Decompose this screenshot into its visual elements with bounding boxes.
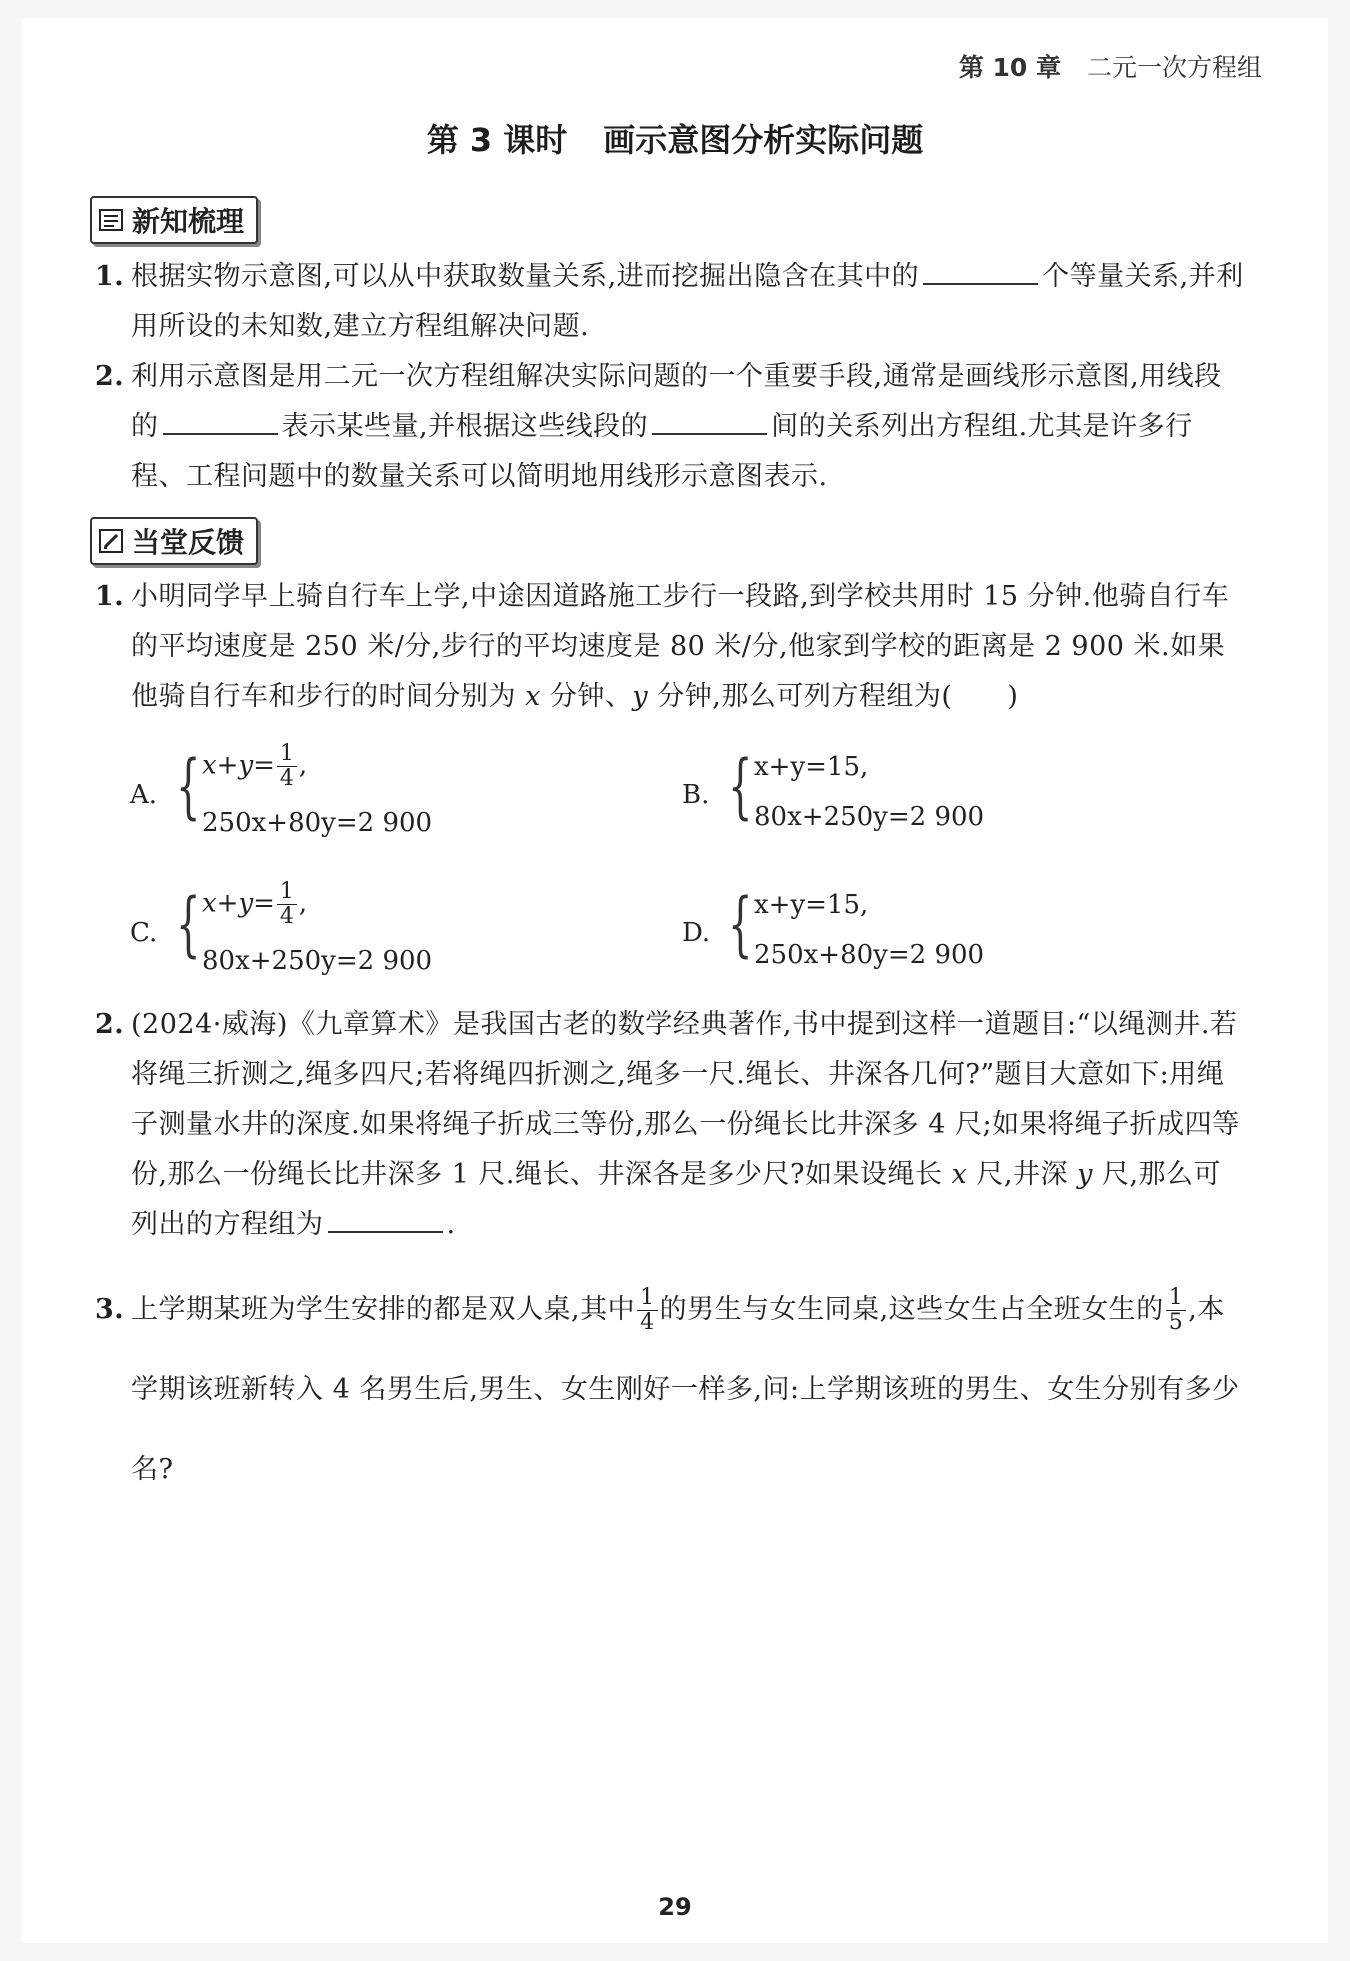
pencil-icon [98,528,124,554]
question-text: (2024·威海)《九章算术》是我国古老的数学经典著作,书中提到这样一道题目:“以绳测井.若将绳三折测之,绳多四尺;若将绳四折测之,绳多一尺.绳长、井深各几何?”题目大意如下:用绳子测量水井的深度.如果将绳子折成三等份,那么一份绳长比井深多 4 尺;如果将绳子折成四等份,那么一份绳长比井深多 1 尺.绳长、井深各是多少尺?如果设绳长 [131,1009,1240,1190]
item-number: 2. [95,361,125,392]
section-feedback [90,517,258,565]
page-number: 29 [658,1893,692,1921]
question-text: 尺,那么可列出的方程组为 [131,1159,1222,1240]
chapter-header [959,48,1262,84]
question-1 [95,572,1245,722]
option-label: A. [130,780,158,810]
fraction [277,742,297,791]
question-3 [95,1270,1245,1510]
item-text: 根据实物示意图,可以从中获取数量关系,进而挖掘出隐含在其中的 [131,261,920,292]
equation-1 [202,742,307,791]
question-text: ,本学期该班新转入 4 名男生后,男生、女生刚好一样多,问:上学期该班的男生、女生分别有多少名? [131,1294,1240,1485]
equation-1 [202,880,307,929]
option-d[interactable] [682,880,1132,990]
equation-2: 250x+80y=2 900 [202,808,433,838]
question-text: 分钟,那么可列方程组为( ) [657,681,1019,712]
numerator: 1 [637,1286,658,1311]
chapter-title: 二元一次方程组 [1086,53,1262,82]
question-text: 的男生与女生同桌,这些女生占全班女生 [659,1294,1137,1325]
item-text: 个等量关系,并利用所设的未知数,建立方程组解决问题. [131,261,1244,342]
answer-blank[interactable] [328,1201,443,1233]
answer-blank[interactable] [652,403,767,435]
option-a[interactable] [130,742,580,852]
denominator: 4 [640,1310,655,1335]
denominator: 4 [279,904,294,929]
var-y: y [632,681,649,712]
section-label: 新知梳理 [132,205,245,238]
item-number: 1. [95,261,125,292]
lesson-title [0,115,1350,161]
lesson-number: 第 3 课时 [426,121,568,159]
option-c[interactable] [130,880,580,990]
option-label: B. [682,780,710,810]
answer-blank[interactable] [163,403,278,435]
chapter-number: 第 10 章 [958,53,1062,82]
question-text: 的 [1136,1294,1164,1325]
eq-text: , [298,888,308,919]
brace: { [176,745,201,827]
question-text: 分钟、 [549,681,633,712]
fraction [277,880,297,929]
question-2 [95,1000,1245,1250]
equation-1: x+y=15, [754,752,869,782]
item-text: 表示某些量,并根据这些线段的 [281,411,649,442]
brace: { [728,883,753,965]
eq-text: x+y= [202,750,275,781]
lesson-name: 画示意图分析实际问题 [603,121,924,159]
question-number: 2. [95,1009,125,1040]
var-y: y [1077,1159,1093,1190]
book-icon [98,207,124,233]
item-text: 间的关系列出方程组.尤其是许多行程、工程问题中的数量关系可以简明地用线形示意图表示. [131,411,1193,492]
knowledge-item-1 [95,252,1245,352]
question-text: 上学期某班为学生安排的都是双人桌,其中 [131,1294,636,1325]
eq-text: , [298,750,308,781]
question-text: 小明同学早上骑自行车上学,中途因道路施工步行一段路,到学校共用时 15 分钟.他骑自行车的平均速度是 250 米/分,步行的平均速度是 80 米/分,他家到学校的距离是 2 900 米.如果他骑自行车和步行的时间分别为 [131,581,1230,712]
brace: { [728,745,753,827]
question-text: . [446,1209,456,1240]
numerator: 1 [277,742,297,767]
equation-2: 80x+250y=2 900 [202,946,433,976]
answer-blank[interactable] [923,253,1038,285]
option-label: C. [130,918,158,948]
brace: { [176,883,201,965]
item-text: 利用示意图是用二元一次方程组解决实际问题的一个重要手段,通常是画线形示意图,用线段的 [131,361,1222,442]
question-number: 3. [95,1294,125,1325]
equation-2: 80x+250y=2 900 [754,802,985,832]
fraction [1166,1286,1187,1335]
var-x: x [951,1159,968,1190]
section-new-knowledge [90,196,258,244]
option-b[interactable] [682,742,1132,852]
section-label: 当堂反馈 [132,526,245,559]
numerator: 1 [277,880,297,905]
equation-2: 250x+80y=2 900 [754,940,985,970]
fraction [637,1286,658,1335]
denominator: 5 [1168,1310,1184,1335]
eq-text: x+y= [202,888,275,919]
question-text: 尺,井深 [976,1159,1068,1190]
equation-1: x+y=15, [754,890,869,920]
denominator: 4 [279,766,294,791]
var-x: x [525,681,541,712]
question-number: 1. [95,581,125,612]
numerator: 1 [1166,1286,1187,1311]
knowledge-item-2 [95,352,1245,502]
option-label: D. [682,918,711,948]
